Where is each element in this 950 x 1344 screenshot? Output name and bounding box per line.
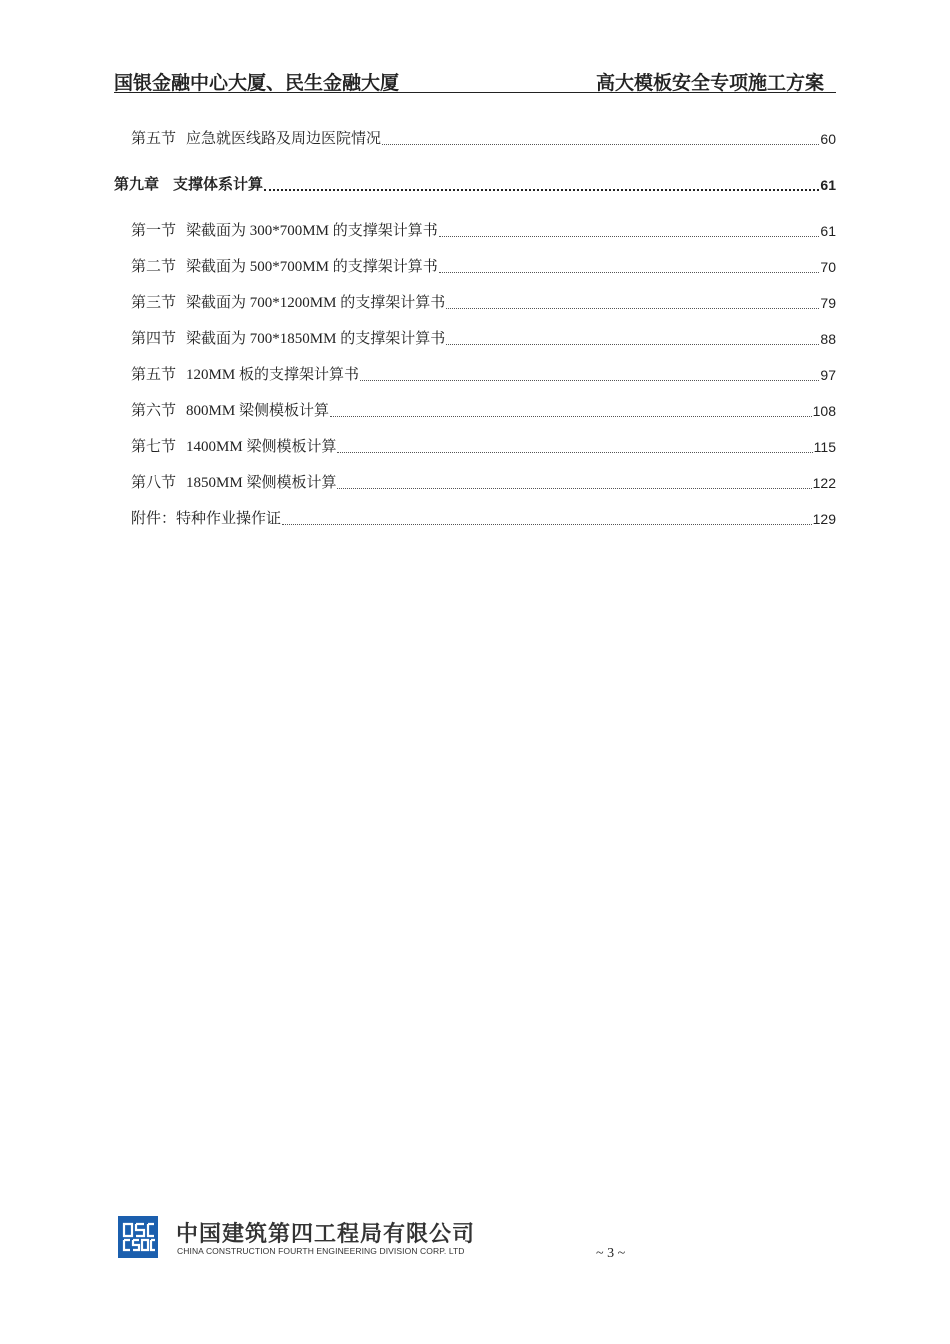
- toc-appendix-entry[interactable]: [131, 508, 836, 530]
- toc-page-number: 88: [820, 331, 836, 347]
- toc-title: 应急就医线路及周边医院情况: [186, 131, 382, 147]
- toc-page-number: 60: [820, 131, 836, 147]
- toc-leader-dots: [446, 344, 819, 345]
- company-name-english: CHINA CONSTRUCTION FOURTH ENGINEERING DIVISION CORP. LTD: [177, 1246, 465, 1256]
- toc-leader-dots: [439, 236, 820, 237]
- toc-leader-dots: [360, 380, 819, 381]
- toc-title: 1400MM 梁侧模板计算: [186, 439, 337, 455]
- toc-title: 支撑体系计算: [173, 177, 264, 193]
- toc-entry[interactable]: [131, 436, 836, 458]
- toc-leader-dots: [337, 452, 812, 453]
- toc-title: 梁截面为 500*700MM 的支撑架计算书: [186, 259, 438, 275]
- toc-section-number: 第三节: [131, 295, 177, 311]
- toc-title: 800MM 梁侧模板计算: [186, 403, 329, 419]
- toc-page-number: 70: [820, 259, 836, 275]
- toc-section-number: 第五节: [131, 367, 177, 383]
- toc-page-number: 61: [820, 177, 836, 193]
- toc-section-number: 第四节: [131, 331, 177, 347]
- toc-entry[interactable]: [131, 256, 836, 278]
- toc-page-number: 97: [820, 367, 836, 383]
- toc-title: 120MM 板的支撑架计算书: [186, 367, 359, 383]
- toc-entry[interactable]: [131, 128, 836, 150]
- toc-leader-dots: [264, 189, 819, 191]
- toc-page-number: 129: [812, 511, 836, 527]
- cscec-logo-icon: [118, 1216, 158, 1258]
- toc-entry[interactable]: [131, 400, 836, 422]
- toc-title: 梁截面为 300*700MM 的支撑架计算书: [186, 223, 438, 239]
- toc-entry[interactable]: [131, 292, 836, 314]
- toc-leader-dots: [337, 488, 811, 489]
- toc-entry[interactable]: [131, 364, 836, 386]
- toc-entry[interactable]: [131, 328, 836, 350]
- toc-leader-dots: [282, 524, 812, 525]
- toc-entry[interactable]: [131, 220, 836, 242]
- toc-title: 梁截面为 700*1850MM 的支撑架计算书: [186, 331, 446, 347]
- toc-chapter-number: 第九章: [114, 177, 160, 193]
- page-number: ~ 3 ~: [596, 1246, 626, 1261]
- toc-page-number: 61: [820, 223, 836, 239]
- toc-section-number: 第五节: [131, 131, 177, 147]
- toc-page-number: 115: [813, 439, 836, 455]
- header-project-title: 国银金融中心大厦、民生金融大厦: [114, 72, 400, 94]
- company-name-chinese: 中国建筑第四工程局有限公司: [176, 1222, 476, 1247]
- toc-entry[interactable]: [131, 472, 836, 494]
- toc-title: 梁截面为 700*1200MM 的支撑架计算书: [186, 295, 446, 311]
- toc-chapter-entry[interactable]: [114, 174, 836, 196]
- toc-leader-dots: [330, 416, 812, 417]
- toc-section-number: 第八节: [131, 475, 177, 491]
- toc-title: 附件：特种作业操作证: [131, 511, 282, 527]
- toc-section-number: 第七节: [131, 439, 177, 455]
- page-header: [114, 66, 836, 93]
- toc-leader-dots: [439, 272, 820, 273]
- toc-page-number: 122: [812, 475, 836, 491]
- toc-section-number: 第六节: [131, 403, 177, 419]
- toc-page-number: 79: [820, 295, 836, 311]
- toc-title: 1850MM 梁侧模板计算: [186, 475, 337, 491]
- header-document-title: 高大模板安全专项施工方案: [595, 72, 824, 94]
- toc-section-number: 第一节: [131, 223, 177, 239]
- toc-section-number: 第二节: [131, 259, 177, 275]
- toc-leader-dots: [382, 144, 819, 145]
- toc-page-number: 108: [812, 403, 836, 419]
- toc-leader-dots: [446, 308, 819, 309]
